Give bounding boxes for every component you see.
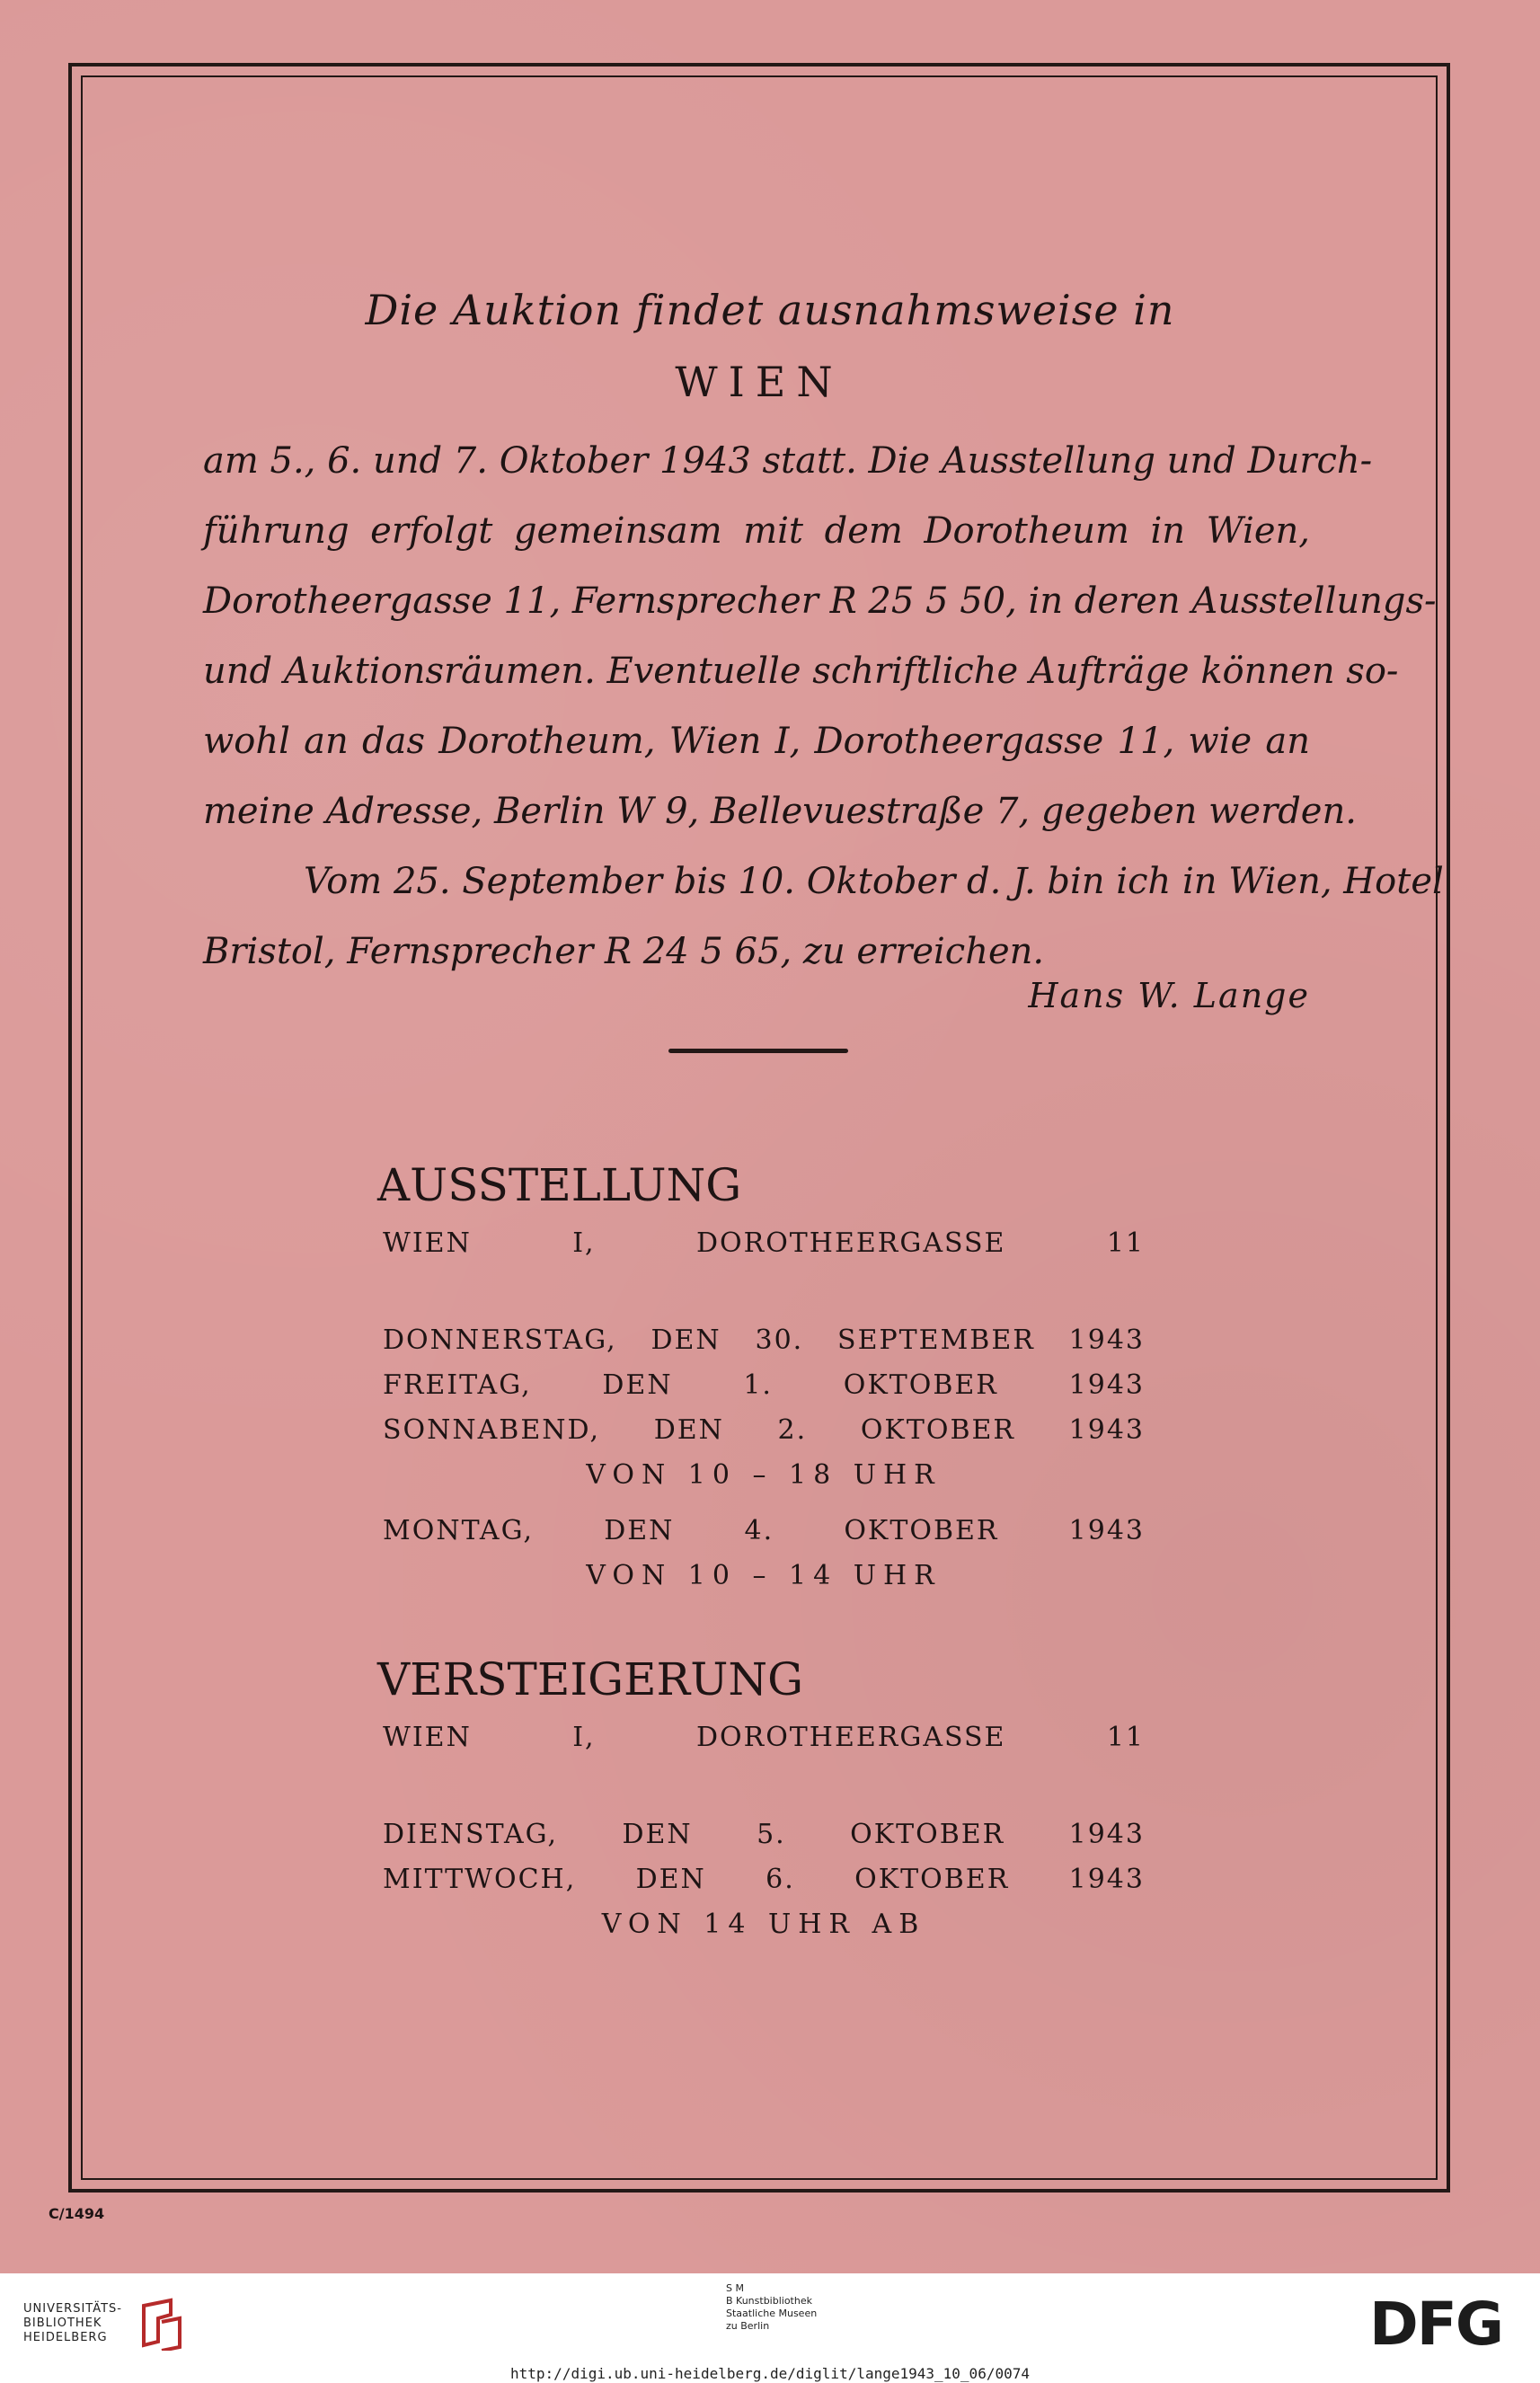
divider-rule [668,1049,848,1053]
notice-title: Die Auktion findet ausnahmsweise in [365,286,1175,334]
university-line: UNIVERSITÄTS- [23,2302,122,2316]
notice-city: WIEN [675,358,844,406]
ausstellung-date: DONNERSTAG, DEN 30. SEPTEMBER 1943 [383,1324,1145,1356]
source-url[interactable]: http://digi.ub.uni-heidelberg.de/diglit/lange1943_10_06/0074 [510,2365,1030,2382]
ausstellung-date: MONTAG, DEN 4. OKTOBER 1943 [383,1515,1145,1546]
university-logo-icon [135,2297,189,2351]
library-credit [726,2282,817,2333]
versteigerung-date: MITTWOCH, DEN 6. OKTOBER 1943 [383,1864,1145,1895]
notice-line: wohl an das Dorotheum, Wien I, Dorotheergasse 11, wie an [203,721,1310,762]
versteigerung-date: DIENSTAG, DEN 5. OKTOBER 1943 [383,1819,1145,1850]
signature: Hans W. Lange [1028,976,1310,1015]
university-line: HEIDELBERG [23,2331,108,2344]
library-line: zu Berlin [726,2320,770,2332]
library-line: Staatliche Museen [726,2308,818,2319]
ausstellung-date: SONNABEND, DEN 2. OKTOBER 1943 [383,1414,1145,1446]
notice-line: Bristol, Fernsprecher R 24 5 65, zu erreichen. [203,931,1045,972]
notice-line: Vom 25. September bis 10. Oktober d. J. bin ich in Wien, Hotel [304,861,1444,902]
notice-line: führung erfolgt gemeinsam mit dem Dorotheum in Wien, [203,510,1310,552]
versteigerung-heading: VERSTEIGERUNG [377,1653,804,1705]
versteigerung-time: VON 14 UHR AB [601,1909,926,1940]
ausstellung-date: FREITAG, DEN 1. OKTOBER 1943 [383,1369,1145,1401]
notice-line: meine Adresse, Berlin W 9, Bellevuestraße 7, gegeben werden. [203,791,1357,832]
university-logo-text [23,2302,122,2345]
ausstellung-time: VON 10 – 14 UHR [586,1560,942,1591]
ausstellung-time: VON 10 – 18 UHR [586,1459,942,1491]
notice-paragraph [203,426,1444,987]
dfg-logo: DFG [1369,2290,1503,2359]
library-line: S M [726,2282,744,2294]
catalog-code: C/1494 [49,2205,105,2222]
university-line: BIBLIOTHEK [23,2317,102,2330]
notice-line: am 5., 6. und 7. Oktober 1943 statt. Die Ausstellung und Durch- [203,440,1373,482]
ausstellung-heading: AUSSTELLUNG [377,1159,742,1211]
library-line: B Kunstbibliothek [726,2295,812,2307]
notice-line: Dorotheergasse 11, Fernsprecher R 25 5 50, in deren Ausstellungs- [203,580,1437,622]
notice-line: und Auktionsräumen. Eventuelle schriftliche Aufträge können so- [203,651,1399,692]
versteigerung-address: WIEN I, DOROTHEERGASSE 11 [383,1722,1145,1753]
ausstellung-address: WIEN I, DOROTHEERGASSE 11 [383,1227,1145,1259]
